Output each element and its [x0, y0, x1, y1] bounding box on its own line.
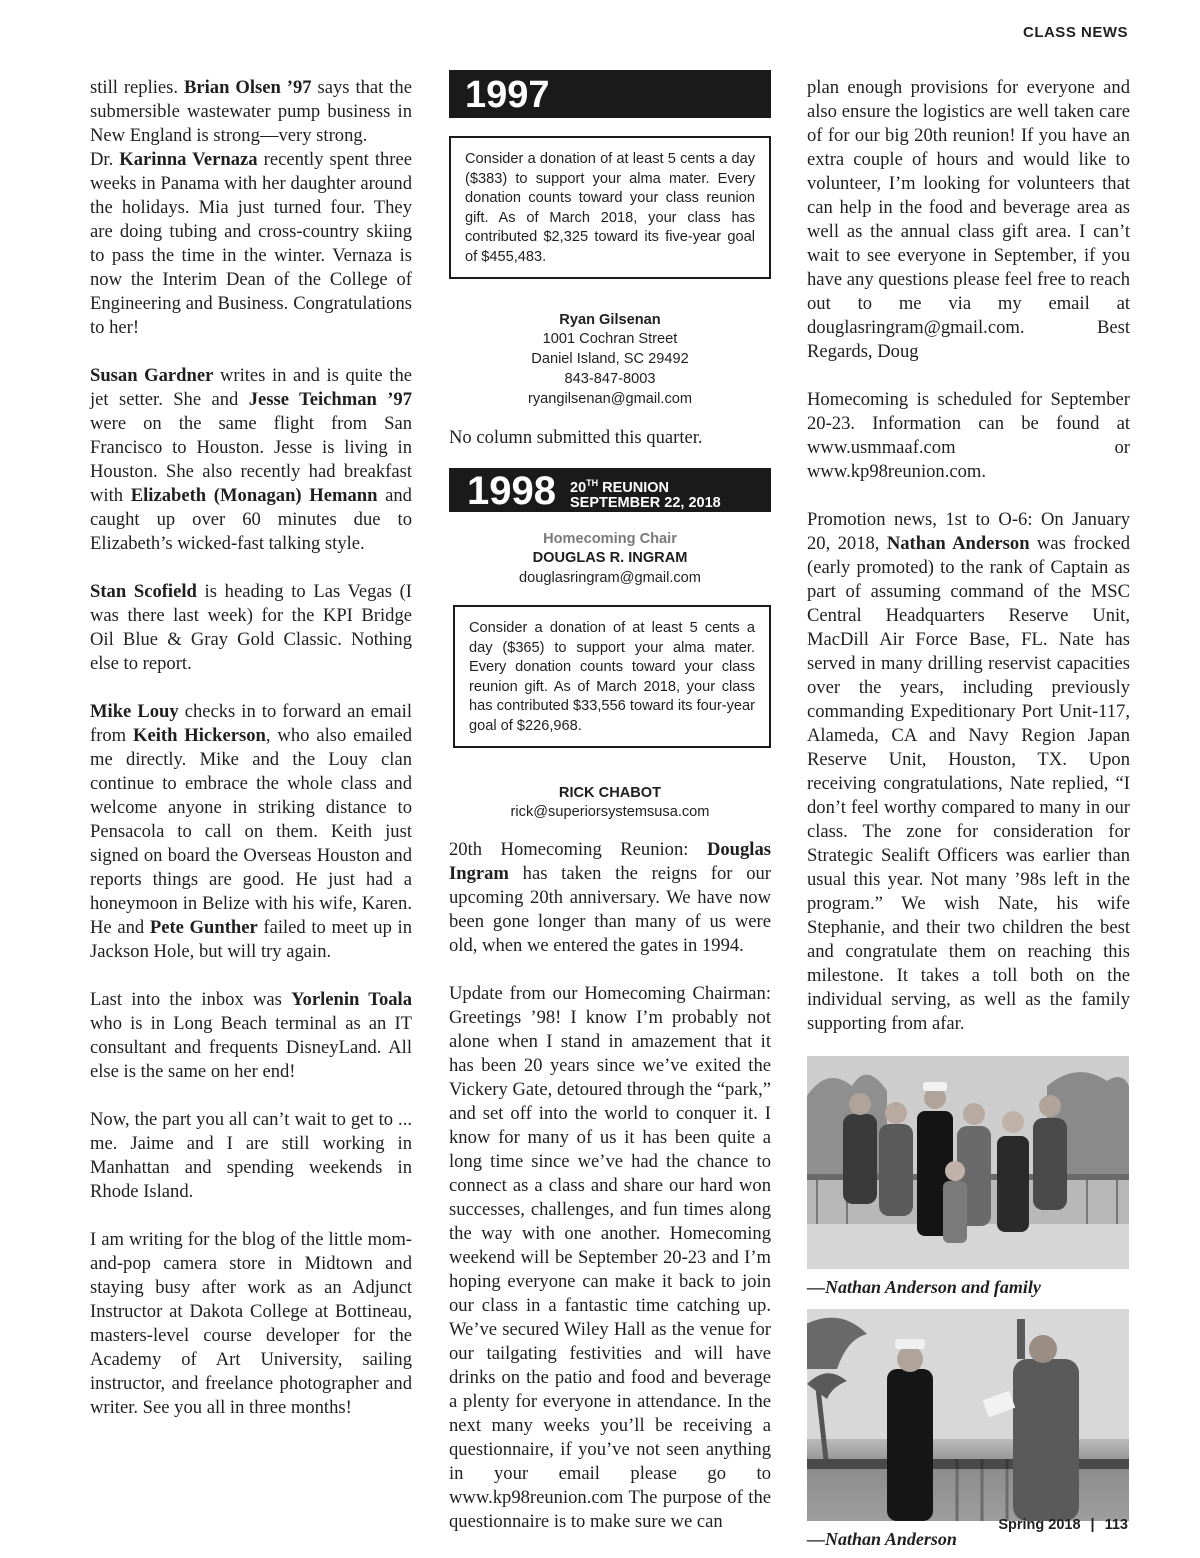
bold-name: Stan Scofield	[90, 581, 197, 602]
correspondent-block-1998	[449, 784, 771, 824]
contact-name: Ryan Gilsenan	[559, 311, 661, 328]
paragraph	[90, 76, 412, 148]
paragraph	[90, 1228, 412, 1420]
homecoming-chair-block	[449, 530, 771, 589]
reunion-number: 20	[570, 479, 587, 496]
text-run: recently spent three weeks in Panama with her daughter around the holidays. Mia just turned four. They are doing tubing and cross-country skiing to pass the time in the winter. Vernaza is now the Interim Dean of the College of Engineering and Business. Congratulations to her!	[90, 149, 412, 338]
contact-block-1997	[449, 311, 771, 410]
no-column-note: No column submitted this quarter.	[449, 426, 703, 448]
right-column	[807, 76, 1130, 1551]
donation-box-1998: Consider a donation of at least 5 cents a day ($365) to support your alma mater. Every donation counts toward your class reunion gift. As of March 2018, your class has contributed $33,556 toward its four-year goal of $226,968.	[453, 605, 771, 748]
paragraph	[90, 1108, 412, 1204]
paragraph	[90, 988, 412, 1084]
section-label: CLASS NEWS	[1022, 24, 1128, 41]
text-run: Last into the inbox was	[90, 989, 292, 1010]
donation-box-1997: Consider a donation of at least 5 cents a day ($383) to support your alma mater. Every donation counts toward your class reunion gift. As of March 2018, your class has contributed $2,325 toward its five-year goal of $455,483.	[449, 136, 771, 279]
text-run: Dr.	[90, 149, 120, 170]
middle-column	[449, 76, 771, 1534]
correspondent-email: rick@superiorsystemsusa.com	[510, 804, 710, 821]
text-run: were on the same flight from San Francisco to Houston. Jesse is living in Houston. She also recently had breakfast with	[90, 413, 412, 506]
chair-email: douglasringram@gmail.com	[519, 570, 701, 587]
reunion-date: SEPTEMBER 22, 2018	[570, 495, 721, 512]
bold-name: Yorlenin Toala	[291, 989, 412, 1010]
text-run: writes in and is quite the jet setter. She and	[90, 365, 413, 410]
text-run: Update from our Homecoming Chairman: Greetings ’98! I know I’m probably not alone when I stand in amazement that it has been 20 years since we’ve exited the Vickery Gate, detoured through the “park,” and set off into the world to conquer it. I know for many of us it has been quite a long time since we’ve had the chance to connect as a class and share our hard won successes, challenges, and fun times along the way with one another. Homecoming weekend will be September 20-23 and I’m hoping everyone can make it back to join our class in a fantastic time catching up. We’ve secured Wiley Hall as the venue for our tailgating festivities and will have drinks on the patio and food and beverage a plenty for everyone in attendance. In the next many weeks you’ll be receiving a questionnaire, if you’ve not seen anything in your email please go to www.kp98reunion.com The purpose of the questionnaire is to make sure we can	[449, 983, 771, 1533]
bold-name: Brian Olsen ’97	[183, 77, 312, 98]
text-run: Now, the part you all can’t wait to get to ... me. Jaime and I are still working in Manhattan and spending weekends in Rhode Island.	[90, 1109, 412, 1202]
chair-name: DOUGLAS R. INGRAM	[532, 550, 688, 567]
correspondent-name: RICK CHABOT	[558, 784, 662, 801]
bold-name: Elizabeth (Monagan) Hemann	[130, 485, 378, 506]
text-run: Homecoming is scheduled for September 20-23. Information can be found at www.usmmaaf.com or www.kp98reunion.com.	[807, 389, 1130, 482]
paragraph	[90, 364, 412, 556]
text-run: is heading to Las Vegas (I was there last week) for the KPI Bridge Oil Blue & Gray Gold Classic. Nothing else to report.	[90, 581, 413, 674]
bold-name: Mike Louy	[90, 701, 179, 722]
paragraph	[807, 76, 1130, 364]
left-column	[90, 76, 412, 1420]
family-photo	[807, 1056, 1129, 1269]
class-year: 1997	[465, 74, 550, 116]
page-number: 113	[1104, 1517, 1128, 1533]
text-run: plan enough provisions for everyone and also ensure the logistics are well taken care of for our big 20th reunion! If you have an extra couple of hours and would like to volunteer, I’m looking for volunteers that can help in the food and beverage area as well as the annual class gift area. I can’t wait to see everyone in September, if you have any questions please feel free to reach out to me via my email at douglasringram@gmail.com. Best Regards, Doug	[807, 77, 1130, 362]
text-run: was frocked (early promoted) to the rank of Captain as part of assuming command of the MSC Central Headquarters Reserve Unit, MacDill Air Force Base, FL. Nate has served in many drilling reservist capacities over the years, including previously commanding Expeditionary Port Unit-117, Alameda, CA and Navy Region Japan Reserve Unit, Houston, TX. Upon receiving congratulations, Nate replied, “I don’t feel worthy compared to many in our class. The zone for consideration for Strategic Sealift Officers was earlier than usual this year. Not many ’98s left in the program.” We wish Nate, his wife Stephanie, and their two children the best and congratulate them on reaching this milestone. It takes a toll both on the individual serving, as well as the family supporting from afar.	[807, 533, 1130, 1034]
text-run: still replies.	[90, 77, 184, 98]
contact-street: 1001 Cochran Street	[542, 331, 678, 348]
page-footer	[998, 1517, 1128, 1533]
photo-caption: —Nathan Anderson	[807, 1529, 957, 1549]
paragraph	[449, 982, 771, 1534]
text-run: , who also emailed me directly. Mike and the Louy clan continue to embrace the whole class and welcome anyone in striking distance to Pensacola to call on them. Keith just signed on board the Overseas Houston and reports things are good. He just had a honeymoon in Belize with his wife, Karen. He and	[90, 725, 412, 938]
paragraph	[90, 580, 412, 676]
footer-separator: |	[1090, 1517, 1095, 1533]
text-run: has taken the reigns for our upcoming 20th anniversary. We have now been gone longer than many of us were old, when we entered the gates in 1994.	[449, 863, 771, 957]
family-photo-illustration	[807, 1056, 1129, 1269]
chair-title: Homecoming Chair	[543, 530, 677, 547]
text-run: failed to meet up in Jackson Hole, but will try again.	[90, 917, 413, 962]
text-run: Promotion news, 1st to O-6: On January 20, 2018,	[807, 509, 1130, 554]
text-run: I am writing for the blog of the little mom-and-pop camera store in Midtown and staying busy after work as an Adjunct Instructor at Dakota College at Bottineau, masters-level course developer for the Academy of Art University, sailing instructor, and freelance photographer and writer. See you all in three months!	[90, 1229, 412, 1418]
paragraph	[449, 838, 771, 958]
contact-phone: 843-847-8003	[564, 370, 656, 387]
paragraph	[807, 508, 1130, 1036]
reunion-info	[570, 475, 721, 512]
text-run: who is in Long Beach terminal as an IT consultant and frequents DisneyLand. All else is the same on her end!	[90, 1013, 412, 1082]
bold-name: Nathan Anderson	[886, 533, 1030, 554]
photo-caption: —Nathan Anderson and family	[807, 1277, 1041, 1297]
issue-label: Spring 2018	[998, 1517, 1081, 1533]
bold-name: Susan Gardner	[90, 365, 214, 386]
paragraph	[90, 148, 412, 340]
bold-name: Keith Hickerson	[133, 725, 266, 746]
ceremony-photo-illustration	[807, 1309, 1129, 1521]
contact-email: ryangilsenan@gmail.com	[527, 390, 693, 407]
paragraph	[90, 700, 412, 964]
text-run: checks in to forward an email from	[90, 701, 412, 746]
reunion-word: REUNION	[598, 479, 670, 496]
text-run: 20th Homecoming Reunion:	[449, 839, 707, 861]
text-run: says that the submersible wastewater pump business in New England is strong—very strong.	[90, 77, 412, 146]
paragraph	[807, 388, 1130, 484]
text-run: and caught up over 60 minutes due to Elizabeth’s wicked-fast talking style.	[90, 485, 412, 554]
bold-name: Pete Gunther	[149, 917, 258, 938]
bold-name: Douglas Ingram	[449, 839, 771, 885]
bold-name: Karinna Vernaza	[119, 149, 258, 170]
class-year-banner-1998	[449, 468, 771, 512]
class-year: 1998	[467, 468, 556, 513]
class-year-banner-1997	[449, 70, 771, 118]
contact-city: Daniel Island, SC 29492	[531, 351, 689, 368]
ceremony-photo	[807, 1309, 1129, 1521]
reunion-suffix: TH	[586, 477, 599, 488]
bold-name: Jesse Teichman ’97	[248, 389, 413, 410]
